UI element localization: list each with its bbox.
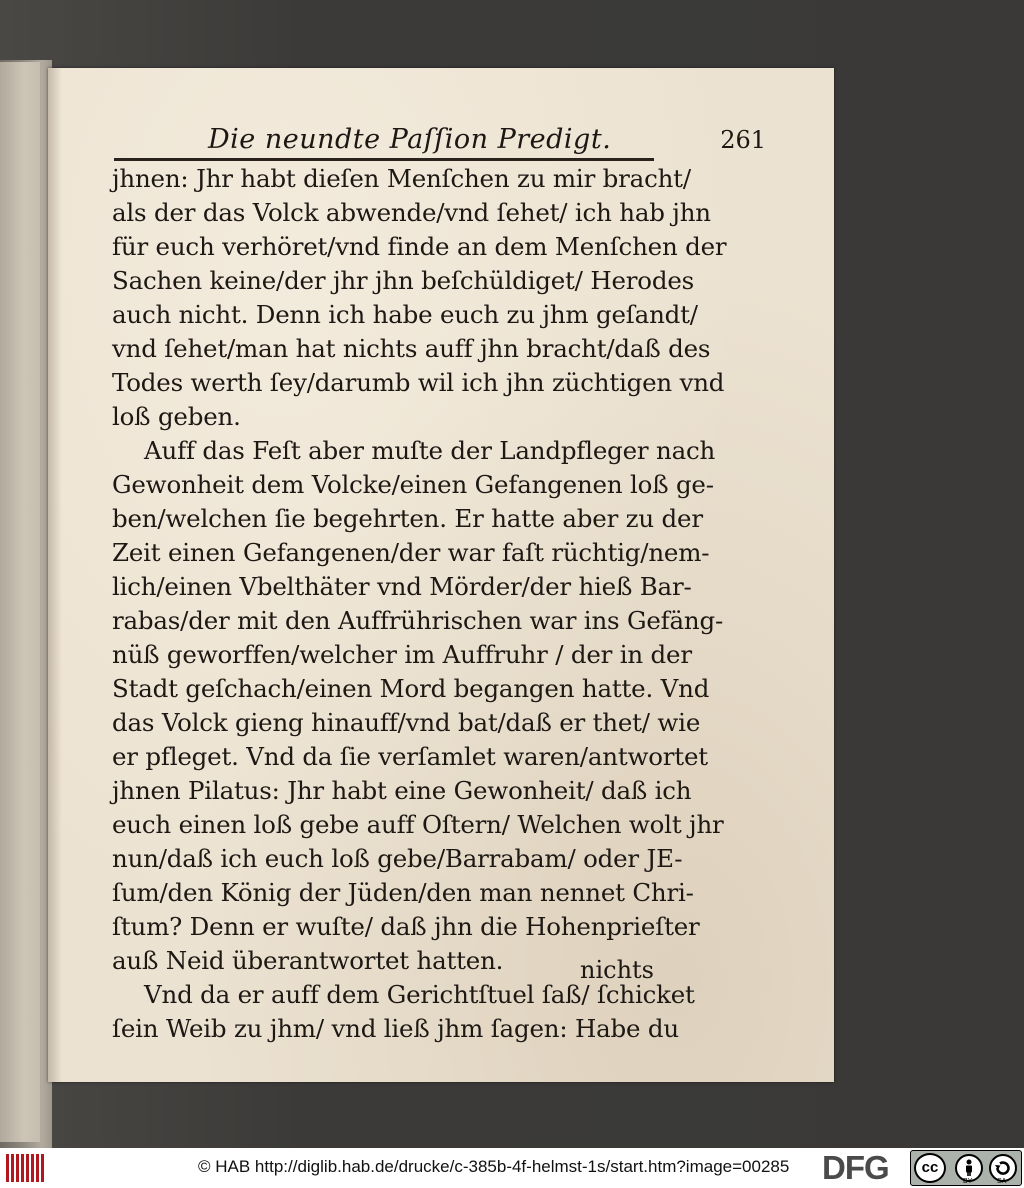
text-line: das Volck gieng hinauff/vnd bat/daß er thet/ wie bbox=[112, 708, 701, 737]
text-line: lich/einen Vbelthäter vnd Mörder/der hieß Bar- bbox=[112, 572, 692, 601]
text-line: nüß geworffen/welcher im Auffruhr / der in der bbox=[112, 640, 692, 669]
text-line: nun/daß ich euch loß gebe/Barrabam/ oder JE- bbox=[112, 844, 683, 873]
cc-icon: cc bbox=[914, 1153, 946, 1183]
text-line: jhnen Pilatus: Jhr habt eine Gewonheit/ daß ich bbox=[112, 776, 692, 805]
text-line: Vnd da er auff dem Gerichtſtuel ſaß/ ſchicket bbox=[144, 980, 695, 1009]
text-line: für euch verhöret/vnd finde an dem Menſchen der bbox=[112, 232, 727, 261]
text-line: als der das Volck abwende/vnd ſehet/ ich hab jhn bbox=[112, 198, 711, 227]
text-line: ben/welchen ſie begehrten. Er hatte aber zu der bbox=[112, 504, 703, 533]
text-line: loß geben. bbox=[112, 402, 241, 431]
sa-label: SA bbox=[997, 1178, 1007, 1185]
text-line: euch einen loß gebe auff Oſtern/ Welchen wolt jhr bbox=[112, 810, 724, 839]
cc-license-badge[interactable] bbox=[910, 1150, 1022, 1186]
text-line: jhnen: Jhr habt dieſen Menſchen zu mir bracht/ bbox=[112, 164, 691, 193]
text-line: ſein Weib zu jhm/ vnd ließ jhm ſagen: Habe du bbox=[112, 1014, 679, 1043]
running-head-title: Die neundte Paſſion Predigt. bbox=[208, 124, 612, 155]
hab-logo-icon bbox=[6, 1154, 46, 1182]
text-line: vnd ſehet/man hat nichts auff jhn bracht/daß des bbox=[112, 334, 711, 363]
text-line: rabas/der mit den Auffrührischen war ins Gefäng- bbox=[112, 606, 724, 635]
text-line: auß Neid überantwortet hatten. bbox=[112, 946, 504, 975]
previous-page-edge bbox=[0, 62, 40, 1142]
head-rule bbox=[114, 158, 654, 161]
by-label: BY bbox=[963, 1178, 973, 1185]
text-line: Zeit einen Gefangenen/der war faſt rüchtig/nem- bbox=[112, 538, 710, 567]
footer-bar bbox=[0, 1148, 1024, 1188]
text-line: er pfleget. Vnd da ſie verſamlet waren/antwortet bbox=[112, 742, 708, 771]
text-line: Sachen keine/der jhr jhn beſchüldiget/ Herodes bbox=[112, 266, 695, 295]
text-line: auch nicht. Denn ich habe euch zu jhm geſandt/ bbox=[112, 300, 698, 329]
page-number: 261 bbox=[720, 126, 766, 154]
text-line: ſtum? Denn er wuſte/ daß jhn die Hohenprieſter bbox=[112, 912, 700, 941]
text-line: Auff das Feſt aber muſte der Landpfleger nach bbox=[144, 436, 716, 465]
catchword: nichts bbox=[580, 956, 654, 984]
text-line: Stadt geſchach/einen Mord begangen hatte. Vnd bbox=[112, 674, 710, 703]
attribution-link[interactable]: © HAB http://diglib.hab.de/drucke/c-385b-4f-helmst-1s/start.htm?image=00285 bbox=[198, 1157, 790, 1176]
text-line: Gewonheit dem Volcke/einen Gefangenen loß ge- bbox=[112, 470, 714, 499]
page-shadow bbox=[48, 68, 62, 1082]
dfg-logo: DFG bbox=[822, 1149, 889, 1186]
text-line: ſum/den König der Jüden/den man nennet Chri- bbox=[112, 878, 694, 907]
text-line: Todes werth ſey/darumb wil ich jhn züchtigen vnd bbox=[112, 368, 725, 397]
book-page bbox=[48, 68, 834, 1082]
